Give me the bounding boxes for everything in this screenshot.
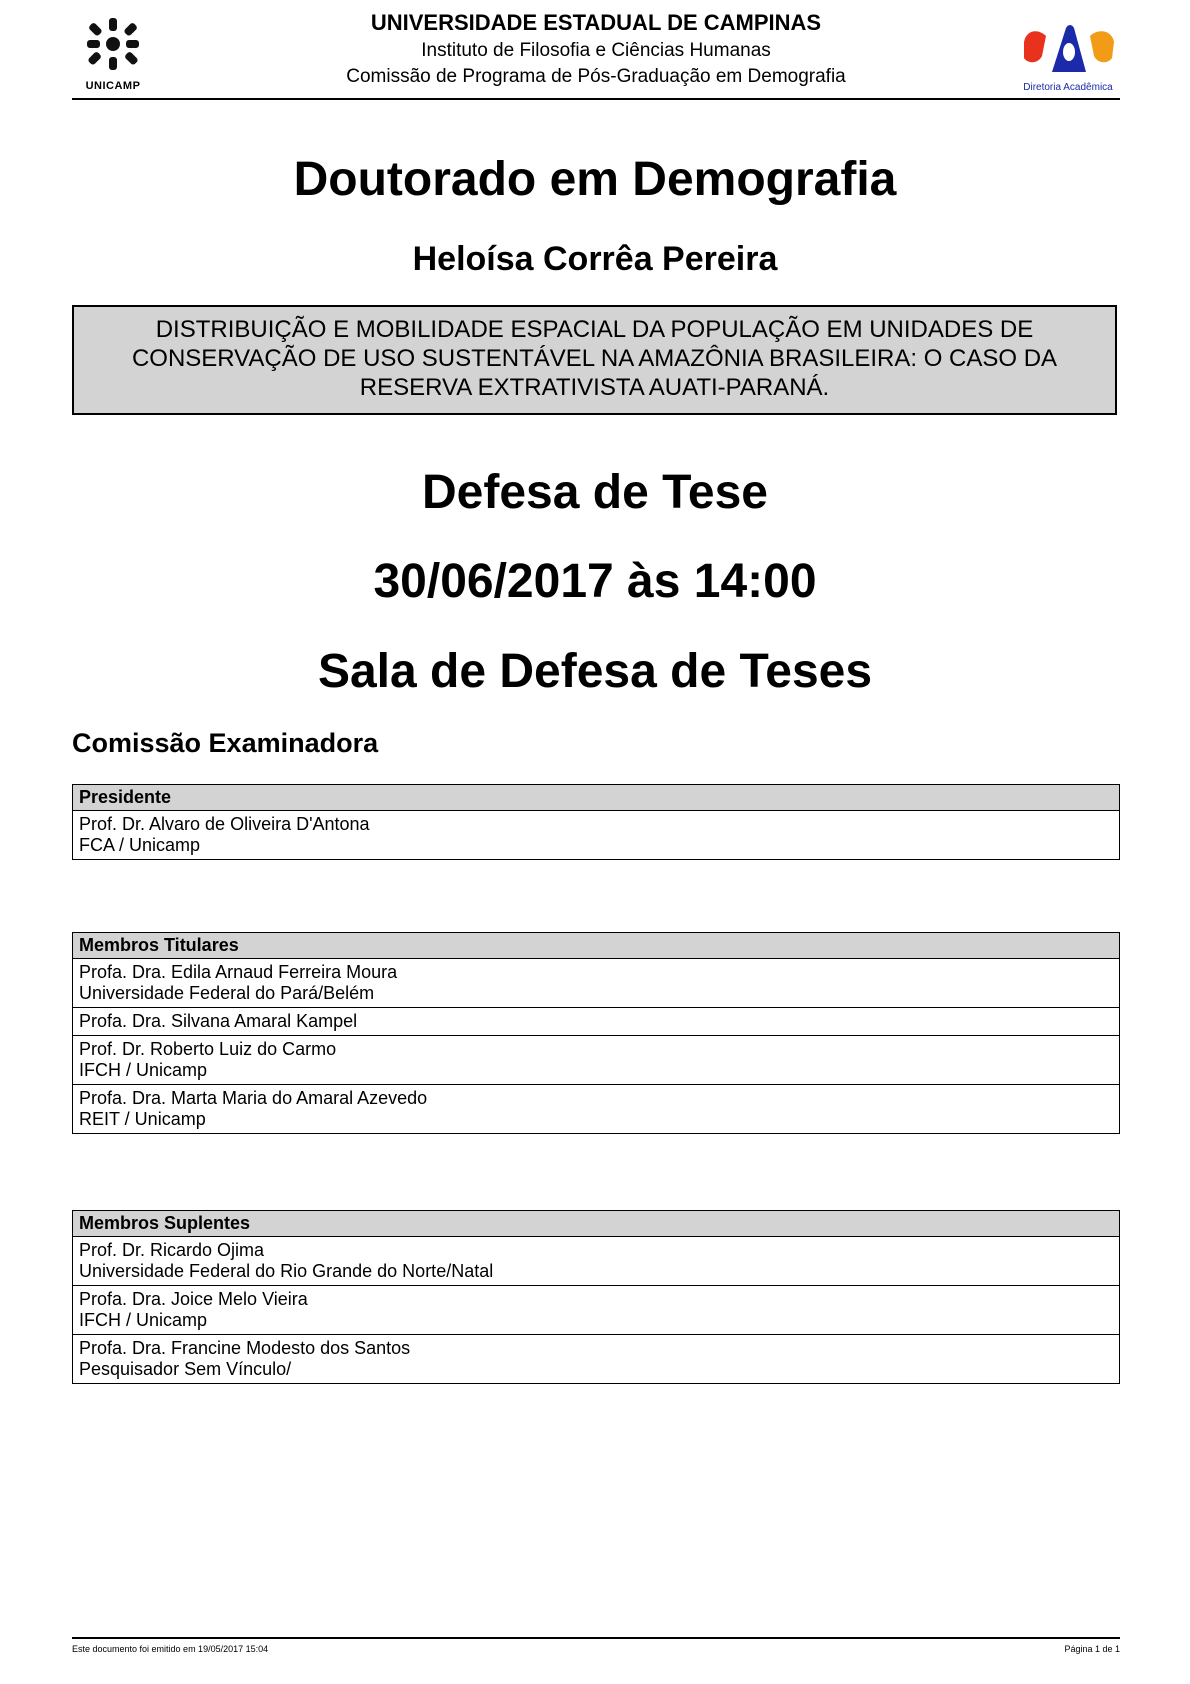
dac-emblem-icon [1016,20,1120,80]
program-title: Doutorado em Demografia [293,153,897,206]
member-cell [73,1286,1120,1335]
table-row [73,811,1120,860]
event-location: Sala de Defesa de Teses [317,645,873,698]
presidente-header: Presidente [73,785,1120,811]
page-number: Página 1 de 1 [1064,1644,1120,1654]
member-name: Profa. Dra. Francine Modesto dos Santos [79,1338,411,1358]
issued-timestamp: Este documento foi emitido em 19/05/2017 15:04 [72,1644,269,1654]
student-name: Heloísa Corrêa Pereira [412,240,778,278]
member-name: Prof. Dr. Alvaro de Oliveira D'Antona [79,814,370,834]
diretoria-academica-logo [1016,20,1120,96]
member-affiliation: IFCH / Unicamp [79,1310,208,1330]
presidente-table [72,784,1120,860]
member-cell [73,1085,1120,1134]
table-row [73,1085,1120,1134]
dac-logo-text: Diretoria Acadêmica [1023,82,1113,93]
document-header [72,8,1120,100]
member-cell [73,959,1120,1008]
suplentes-header: Membros Suplentes [73,1211,1120,1237]
table-row [73,1237,1120,1286]
thesis-title: DISTRIBUIÇÃO E MOBILIDADE ESPACIAL DA POPULAÇÃO EM UNIDADES DE CONSERVAÇÃO DE USO SUSTENTÁVEL NA AMAZÔNIA BRASILEIRA: O CASO DA RESERVA EXTRATIVISTA AUATI-PARANÁ. [131,316,1058,401]
member-cell [73,1008,1120,1036]
suplentes-table [72,1210,1120,1384]
member-affiliation: FCA / Unicamp [79,835,201,855]
table-row [73,959,1120,1008]
institution-block [72,8,1120,90]
member-name: Prof. Dr. Roberto Luiz do Carmo [79,1039,337,1059]
member-cell [73,811,1120,860]
committee-heading: Comissão Examinadora [72,728,379,758]
member-name: Profa. Dra. Silvana Amaral Kampel [79,1011,358,1031]
member-cell [73,1335,1120,1384]
member-affiliation: Universidade Federal do Pará/Belém [79,983,375,1003]
unicamp-logo-text: UNICAMP [85,80,141,92]
member-affiliation: Pesquisador Sem Vínculo/ [79,1359,292,1379]
member-affiliation: Universidade Federal do Rio Grande do Norte/Natal [79,1261,494,1281]
member-cell [73,1036,1120,1085]
commission-name: Comissão de Programa de Pós-Graduação em Demografia [346,66,846,87]
university-name: UNIVERSIDADE ESTADUAL DE CAMPINAS [370,10,822,35]
event-type: Defesa de Tese [422,466,768,519]
member-name: Profa. Dra. Marta Maria do Amaral Azevedo [79,1088,428,1108]
table-row [73,1036,1120,1085]
thesis-title-box [72,305,1117,415]
institute-name: Instituto de Filosofia e Ciências Humanas [421,40,771,61]
table-row [73,1286,1120,1335]
document-footer [72,1637,1120,1654]
titulares-table [72,932,1120,1134]
table-row [73,1008,1120,1036]
member-affiliation: IFCH / Unicamp [79,1060,208,1080]
member-cell [73,1237,1120,1286]
member-affiliation: REIT / Unicamp [79,1109,206,1129]
member-name: Prof. Dr. Ricardo Ojima [79,1240,265,1260]
titulares-header: Membros Titulares [73,933,1120,959]
event-datetime: 30/06/2017 às 14:00 [373,555,817,608]
member-name: Profa. Dra. Edila Arnaud Ferreira Moura [79,962,398,982]
member-name: Profa. Dra. Joice Melo Vieira [79,1289,308,1309]
table-row [73,1335,1120,1384]
